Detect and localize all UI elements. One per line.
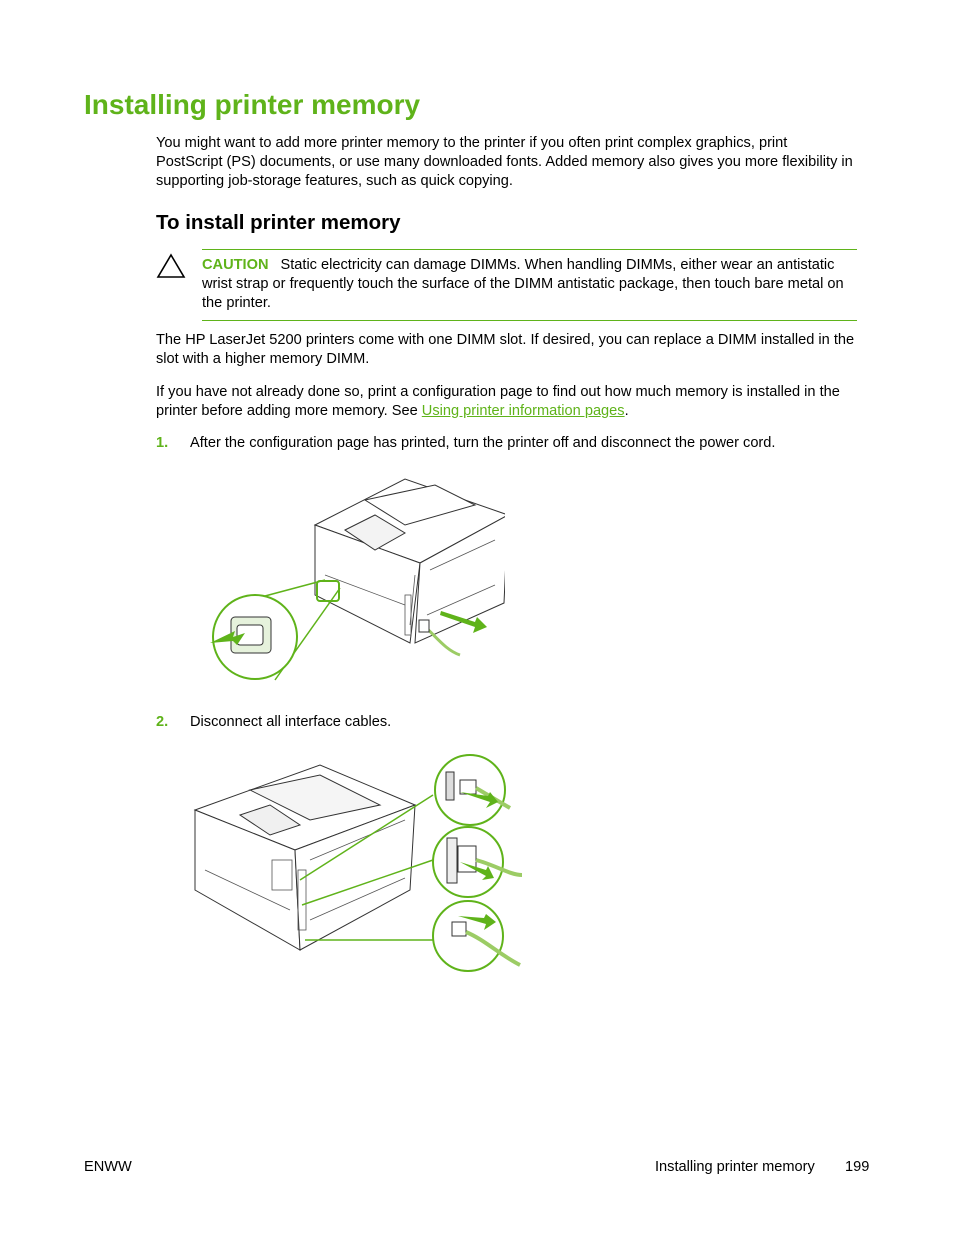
warning-triangle-icon <box>156 253 186 279</box>
intro-paragraph: You might want to add more printer memory to the printer if you often print complex graphics, print PostScript (PS) documents, or use many downloaded fonts. Added memory also gives you more flexibility in supporting job-storage features, such as quick copying. <box>156 135 853 189</box>
page-number: 199 <box>845 1159 870 1175</box>
step-2-number: 2. <box>156 714 169 730</box>
config-page-text: If you have not already done so, print a configuration page to find out how much memory is installed in the printer before adding more memory. See <box>156 384 840 419</box>
page-title: Installing printer memory <box>84 89 421 120</box>
step-1-number: 1. <box>156 435 169 451</box>
caution-body <box>202 256 852 313</box>
footer-section: Installing printer memory <box>655 1159 815 1175</box>
power-off-illustration <box>205 475 505 687</box>
config-page-text-end: . <box>624 403 629 419</box>
caution-label: CAUTION <box>202 257 269 273</box>
section-heading: To install printer memory <box>156 211 401 234</box>
dimm-slot-paragraph: The HP LaserJet 5200 printers come with one DIMM slot. If desired, you can replace a DIMM installed in the slot with a higher memory DIMM. <box>156 332 855 367</box>
footer-left: ENWW <box>84 1159 132 1175</box>
step-1-text: After the configuration page has printed, turn the printer off and disconnect the power cord. <box>190 435 776 451</box>
caution-text: Static electricity can damage DIMMs. When handling DIMMs, either wear an antistatic wrist strap or frequently touch the surface of the DIMM antistatic package, then touch bare metal on the printer. <box>202 257 844 311</box>
disconnect-cables-illustration <box>190 750 530 972</box>
caution-note <box>202 249 857 321</box>
config-page-paragraph <box>156 383 856 421</box>
step-2-text: Disconnect all interface cables. <box>190 714 392 730</box>
printer-info-pages-link[interactable]: Using printer information pages <box>421 403 625 419</box>
